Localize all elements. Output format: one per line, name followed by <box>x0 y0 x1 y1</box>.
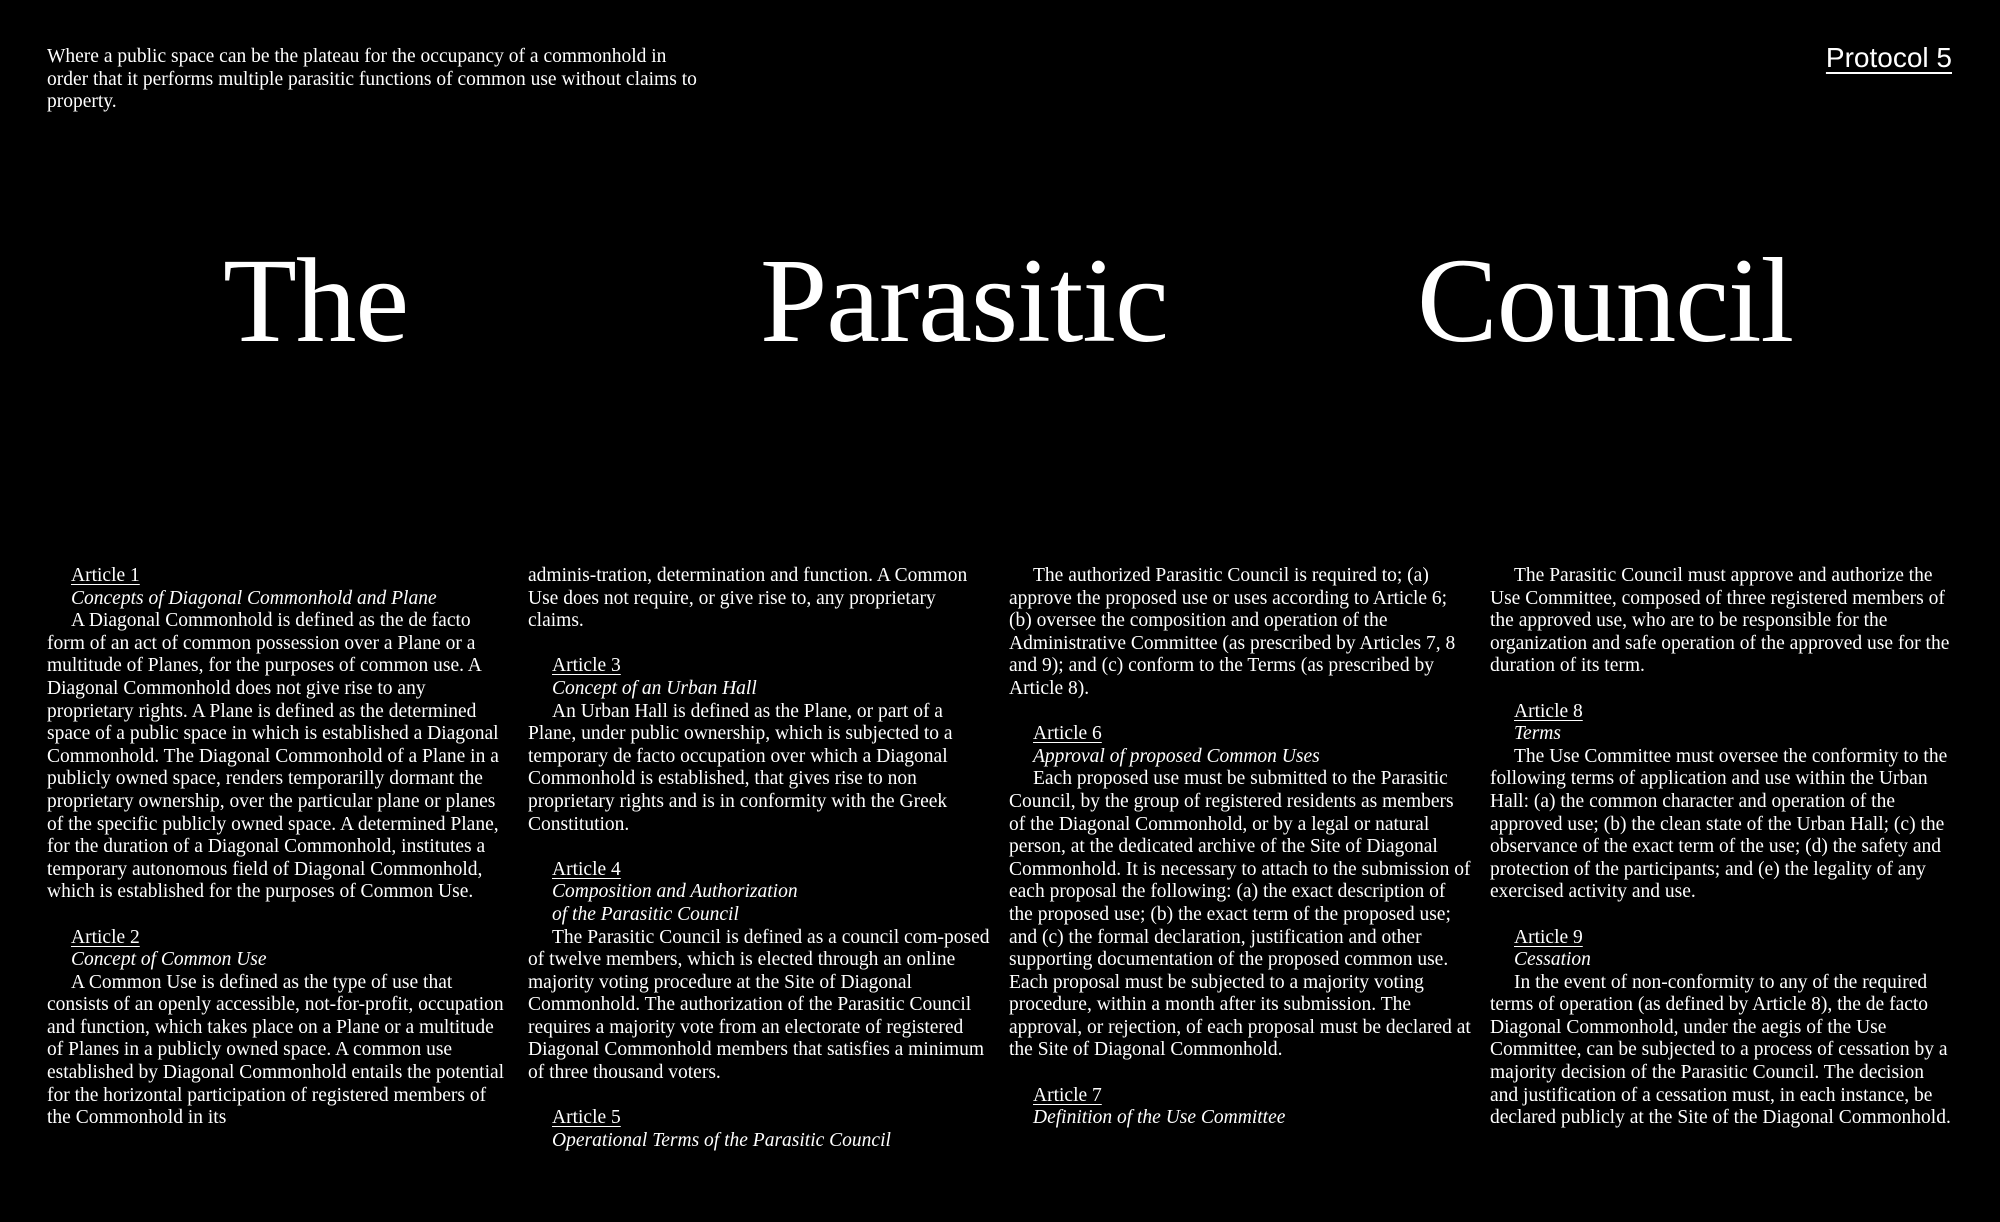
article-7-body: The Parasitic Council must approve and authorize the Use Committee, composed of three registered members of the approved use, who are to be responsible for the organization and safe operation of the approved use for the duration of its term. <box>1490 565 1950 677</box>
article-8-body: The Use Committee must oversee the conformity to the following terms of application and use within the Urban Hall: (a) the common character and operation of the approved use; (b) the clean state of the Urban Hall; (c) the observance of the exact term of the use; (d) the safety and protection of the participants; and (e) the legality of any exercised activity and use. <box>1490 745 1948 903</box>
article-1-subheading: Concepts of Diagonal Commonhold and Plane <box>71 587 437 609</box>
article-4-subheading-line1: Composition and Authorization <box>552 881 798 903</box>
article-7-subheading: Definition of the Use Committee <box>1033 1107 1286 1129</box>
article-7-heading: Article 7 <box>1033 1084 1102 1106</box>
article-2-body: A Common Use is defined as the type of use that consists of an openly accessible, not-for-profit, occupation and function, which takes place on a Plane or a multitude of Planes in a publicly owned space. A common use established by Diagonal Commonhold entails the potential for the horizontal participation of registered members of the Commonhold in its <box>47 971 505 1129</box>
protocol-link[interactable]: Protocol 5 <box>1825 42 1952 73</box>
title-word-parasitic: Parasitic <box>760 234 1168 368</box>
article-5-subheading: Operational Terms of the Parasitic Council <box>552 1129 891 1151</box>
article-2-subheading: Concept of Common Use <box>71 949 267 971</box>
article-4-heading: Article 4 <box>552 858 621 880</box>
article-3-subheading: Concept of an Urban Hall <box>552 677 757 699</box>
article-5-body: The authorized Parasitic Council is required to; (a) approve the proposed use or uses according to Article 6; (b) oversee the composition and operation of the Administrative Committee (as prescribed by Articles 7, 8 and 9); and (c) conform to the Terms (as prescribed by Article 8). <box>1009 565 1456 699</box>
title-word-council: Council <box>1417 234 1794 368</box>
article-5-heading: Article 5 <box>552 1107 621 1129</box>
article-3-body: An Urban Hall is defined as the Plane, or part of a Plane, under public ownership, which is subjected to a temporary de facto occupation over which a Diagonal Commonhold is established, that gives rise to non proprietary rights and is in conformity with the Greek Constitution. <box>528 700 953 835</box>
article-2-body-continued: adminis-tration, determination and function. A Common Use does not require, or give rise to, any proprietary claims. <box>528 565 968 632</box>
text-column-4 <box>1490 565 1955 1130</box>
article-9-heading: Article 9 <box>1514 926 1583 948</box>
intro-text: Where a public space can be the plateau for the occupancy of a commonhold in order that it performs multiple parasitic functions of common use without claims to property. <box>47 46 697 112</box>
article-6-heading: Article 6 <box>1033 723 1102 745</box>
text-column-3 <box>1009 565 1474 1130</box>
article-9-body: In the event of non-conformity to any of the required terms of operation (as defined by Article 8), the de facto Diagonal Commonhold, under the aegis of the Use Committee, can be subjected to a process of cessation by a majority decision of the Parasitic Council. The decision and justification of a cessation must, in each instance, be declared publicly at the Site of the Diagonal Commonhold. <box>1490 971 1951 1129</box>
article-2-heading: Article 2 <box>71 926 140 948</box>
article-3-heading: Article 3 <box>552 655 621 677</box>
article-6-body: Each proposed use must be submitted to the Parasitic Council, by the group of registered residents as members of the Diagonal Commonhold, or by a legal or natural person, at the dedicated archive of the Site of Diagonal Commonhold. It is necessary to attach to the submission of each proposal the following: (a) the exact description of the proposed use; (b) the exact term of the proposed use; and (c) the formal declaration, justification and other supporting documentation of the proposed common use. Each proposal must be subjected to a majority voting procedure, within a month after its submission. The approval, or rejection, of each proposal must be declared at the Site of Diagonal Commonhold. <box>1009 768 1471 1061</box>
article-1-body: A Diagonal Commonhold is defined as the de facto form of an act of common possession over a Plane or a multitude of Planes, for the purposes of common use. A Diagonal Commonhold does not give rise to any proprietary rights. A Plane is defined as the determined space of a public space in which is established a Diagonal Commonhold. The Diagonal Commonhold of a Plane in a publicly owned space, renders temporarilly dormant the proprietary ownership, over the particular plane or planes of the specific publicly owned space. A determined Plane, for the duration of a Diagonal Commonhold, institutes a temporary autonomous field of Diagonal Commonhold, which is established for the purposes of Common Use. <box>47 610 499 903</box>
article-8-heading: Article 8 <box>1514 700 1583 722</box>
article-4-body: The Parasitic Council is defined as a council com-posed of twelve members, which is elected through an online majority voting procedure at the Site of Diagonal Commonhold. The authorization of the Parasitic Council requires a majority vote from an electorate of registered Diagonal Commonhold members that satisfies a minimum of three thousand voters. <box>528 926 990 1084</box>
article-6-subheading: Approval of proposed Common Uses <box>1033 745 1320 767</box>
text-column-1 <box>47 565 512 1130</box>
article-1-heading: Article 1 <box>71 565 140 586</box>
title-word-the: The <box>223 234 409 368</box>
article-4-subheading-line2: of the Parasitic Council <box>552 903 739 925</box>
text-column-2 <box>528 565 993 1152</box>
article-8-subheading: Terms <box>1514 723 1561 745</box>
article-9-subheading: Cessation <box>1514 949 1591 971</box>
